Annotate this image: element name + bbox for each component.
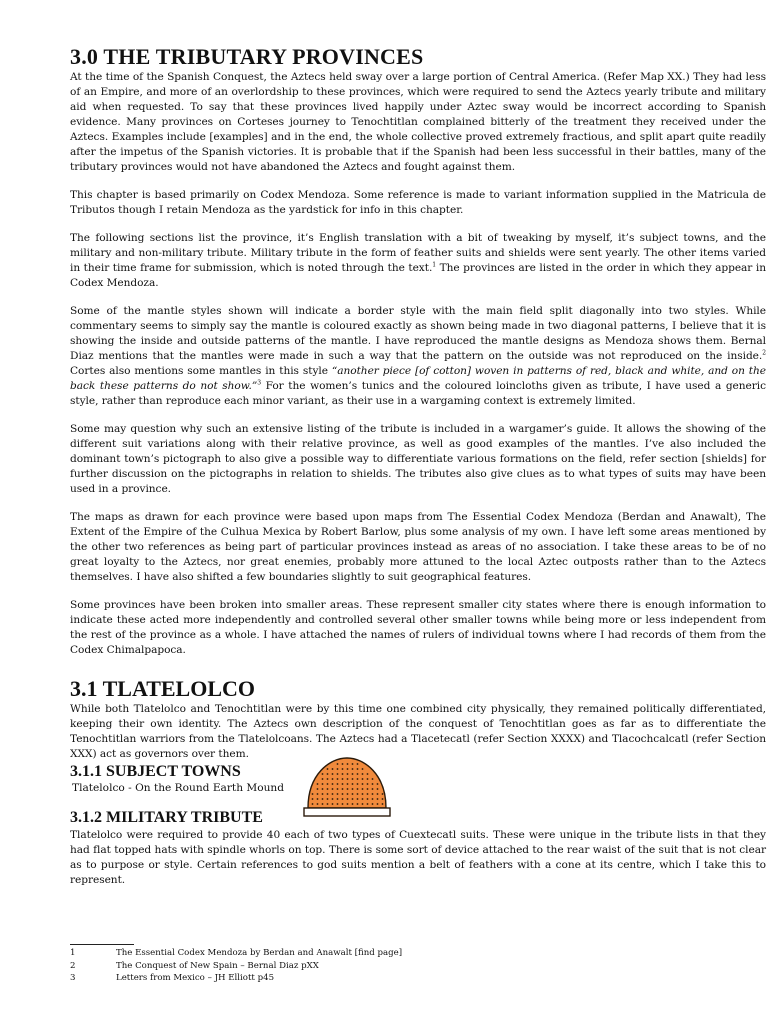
footnote-text: The Conquest of New Spain – Bernal Diaz pXX <box>116 960 319 971</box>
paragraph-mantles <box>70 304 766 409</box>
footnote-3 <box>70 972 670 985</box>
paragraph-sections <box>70 231 766 291</box>
round-earth-mound-glyph-icon <box>302 756 392 820</box>
footnote-1 <box>70 947 670 960</box>
footnote-ref-1[interactable]: 1 <box>432 261 437 269</box>
chapter-title: 3.0 THE TRIBUTARY PROVINCES <box>70 44 424 69</box>
footnote-text: The Essential Codex Mendoza by Berdan and Anawalt [find page] <box>116 948 403 958</box>
paragraph-sources: This chapter is based primarily on Codex Mendoza. Some reference is made to variant information supplied in the Matricula de Tributos though I retain Mendoza as the yardstick for info in this chapter. <box>70 189 766 216</box>
footnote-2 <box>70 960 670 973</box>
paragraph-intro: At the time of the Spanish Conquest, the Aztecs held sway over a large portion of Central America. (Refer Map XX.) They had less of an Empire, and more of an overlordship to these provinces, which were required to send the Aztecs yearly tribute and military aid when requested. To say that these provinces lived happily under Aztec sway would be incorrect according to Spanish evidence. Many provinces on Corteses journey to Tenochtitlan complained bitterly of the treatment they received under the Aztecs. Examples include [examples] and in the end, the whole collective proved extremely fractious, and split apart quite readily after the impetus of the Spanish victories. It is probable that if the Spanish had been less successful in their battles, many of the tributary provinces would not have abandoned the Aztecs and fought against them. <box>70 71 766 173</box>
subject-towns-block <box>70 762 766 828</box>
paragraph-tlatelolco-intro: While both Tlatelolco and Tenochtitlan were by this time one combined city physically, they remained politically differentiated, keeping their own identity. The Aztecs own description of the conquest of Tenochtitlan goes as far as to differentiate the Tenochtitlan warriors from the Tlatelolcoans. The Aztecs had a Tlacetecatl (refer Section XXXX) and Tlacochcalcatl (refer Section XXX) act as governors over them. <box>70 703 766 760</box>
paragraph-provinces: Some provinces have been broken into smaller areas. These represent smaller city states where there is enough information to indicate these acted more independently and controlled several other smaller towns while being more or less independent from the rest of the province as a whole. I have attached the names of rulers of individual towns where I had records of them from the Codex Chimalpapoca. <box>70 599 766 656</box>
paragraph-tribute-listing: Some may question why such an extensive listing of the tribute is included in a wargamer’s guide. It allows the showing of the different suit variations along with their relative province, as well as good examples of the mantles. I’ve also included the dominant town’s pictograph to also give a possible way to differentiate various formations on the field, refer section [shields] for further discussion on the pictographs in relation to shields. The tributes also give clues as to what types of suits may have been used in a province. <box>70 423 766 495</box>
subject-towns-heading: 3.1.1 SUBJECT TOWNS <box>70 763 241 780</box>
paragraph-mantles-text-2: Cortes also mentions some mantles in this style <box>70 365 332 377</box>
footnote-number: 3 <box>70 973 76 983</box>
footnote-ref-2[interactable]: 2 <box>762 349 766 357</box>
paragraph-maps: The maps as drawn for each province were based upon maps from The Essential Codex Mendoza (Berdan and Anawalt), The Extent of the Empire of the Culhua Mexica by Robert Barlow, plus some analysis of my own. I have left some areas mentioned by the other two references as being part of particular provinces instead as areas of no association. I take these areas to be of no great loyalty to the Aztecs, nor great enemies, probably more attuned to the local Aztec outposts rather than to the Aztecs themselves. I have also shifted a few boundaries slightly to suit geographical features. <box>70 511 766 583</box>
paragraph-mantles-text: Some of the mantle styles shown will indicate a border style with the main field split diagonally into two styles. While commentary seems to simply say the mantle is coloured exactly as shown being made in two diagonal patterns, I believe that it is showing the inside and outside patterns of the mantle. I have reproduced the mantle designs as Mendoza shows them. Bernal Diaz mentions that the mantles were made in such a way that the pattern on the outside was not reproduced on the inside. <box>70 305 766 362</box>
cortes-quote: “another piece [of cotton] woven in patterns of red, black and white, and on the back these patterns do not show.” <box>70 365 766 392</box>
section-heading-tlatelolco: 3.1 TLATELOLCO <box>70 676 256 701</box>
footnote-ref-3[interactable]: 3 <box>257 379 261 387</box>
paragraph-sections-text-2: The provinces are listed in the order in which they appear in Codex Mendoza. <box>70 262 766 289</box>
footnote-divider <box>70 944 134 945</box>
footnote-number: 1 <box>70 948 76 958</box>
footnote-number: 2 <box>70 960 76 971</box>
document-page <box>70 44 766 888</box>
footnotes <box>70 944 670 985</box>
military-tribute-heading: 3.1.2 MILITARY TRIBUTE <box>70 809 263 826</box>
paragraph-military-tribute: Tlatelolco were required to provide 40 each of two types of Cuextecatl suits. These were unique in the tribute lists in that they had flat topped hats with spindle whorls on top. There is some sort of device attached to the rear waist of the suit that is not clear as to purpose or style. Certain references to god suits mention a belt of feathers with a cone at its centre, which I take this to represent. <box>70 829 766 886</box>
paragraph-sections-text: The following sections list the province, it’s English translation with a bit of tweaking by myself, it’s subject towns, and the military and non-military tribute. Military tribute in the form of feather suits and shields were sent yearly. The other items varied in their time frame for submission, which is noted through the text. <box>70 232 766 274</box>
footnote-text: Letters from Mexico – JH Elliott p45 <box>116 973 275 983</box>
subject-town-label: Tlatelolco - On the Round Earth Mound <box>72 782 285 794</box>
paragraph-mantles-text-3: For the women’s tunics and the coloured loincloths given as tribute, I have used a generic style, rather than reproduce each minor variant, as their use in a wargaming context is extremely limited. <box>70 380 766 407</box>
